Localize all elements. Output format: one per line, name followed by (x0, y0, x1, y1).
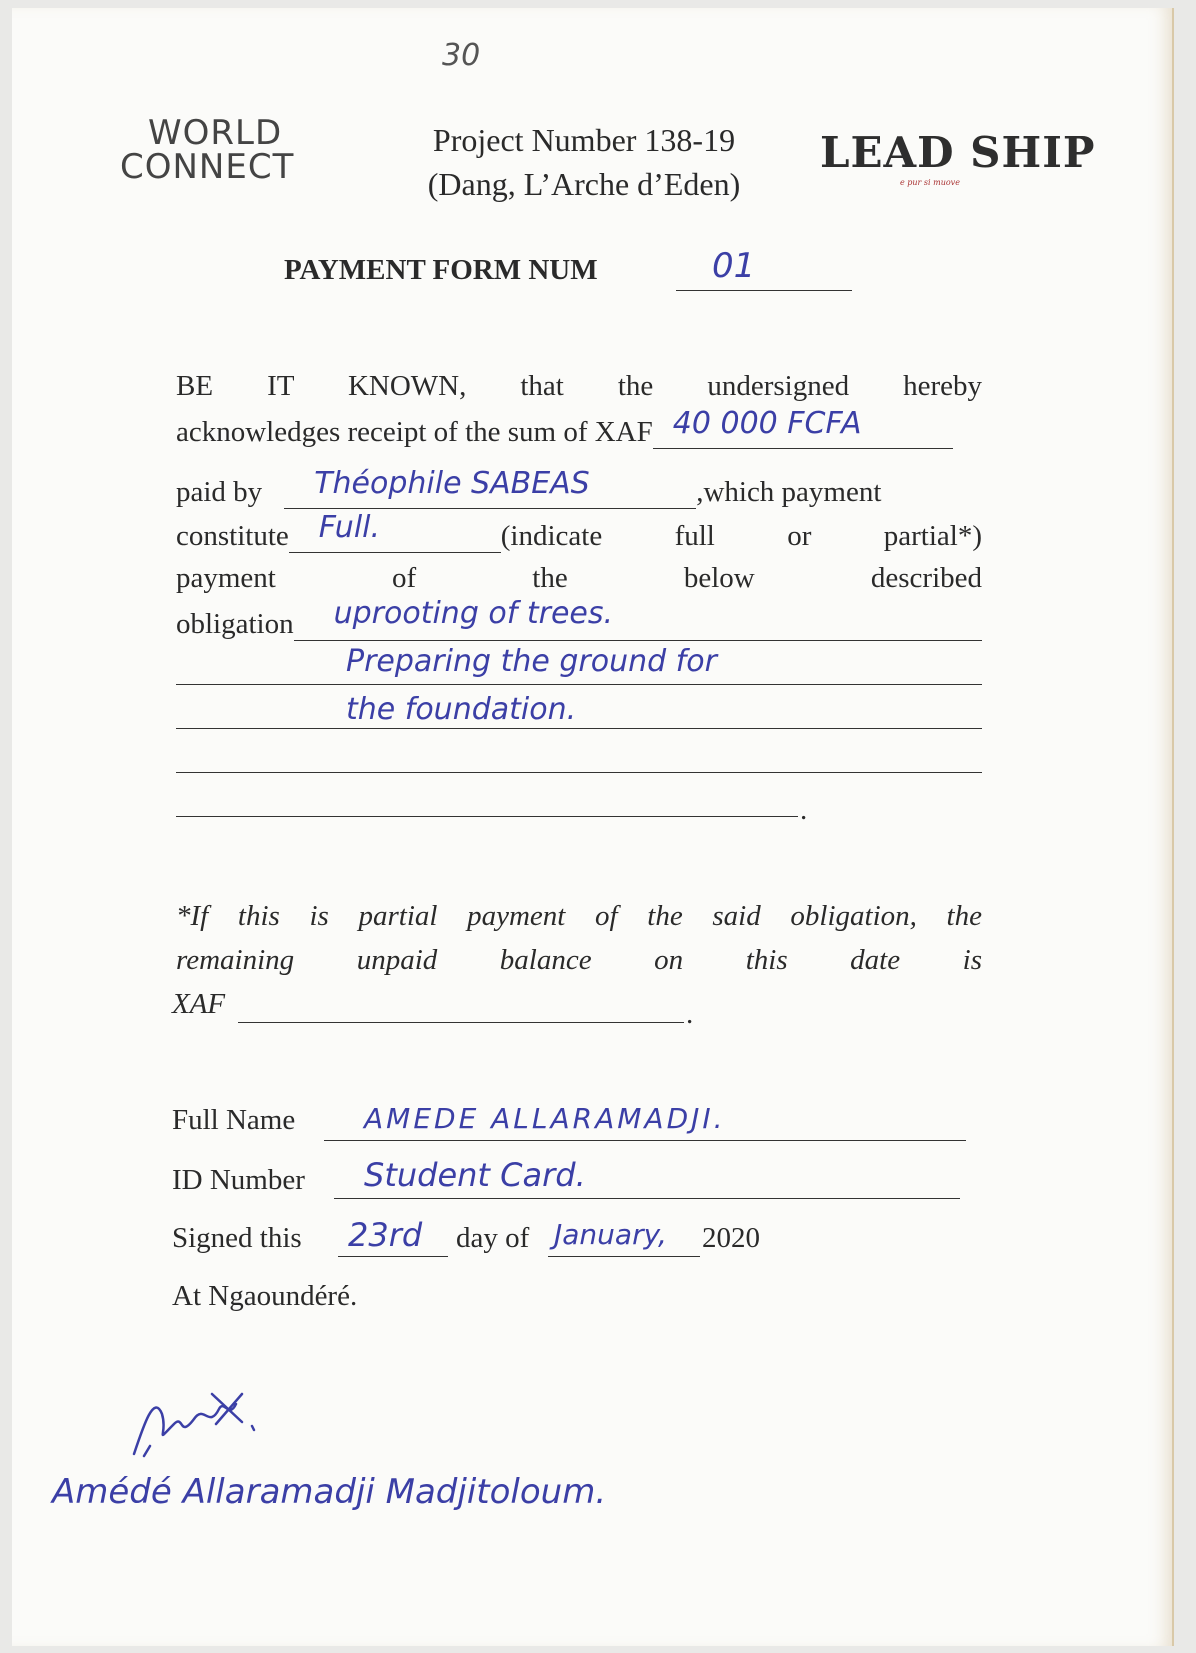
year-value: 2020 (702, 1222, 760, 1254)
id-number-line (334, 1156, 960, 1199)
obligation-line-3 (176, 692, 982, 729)
month-value: January, (554, 1218, 667, 1251)
body-line-6 (176, 596, 982, 641)
remaining-balance-line (238, 1022, 684, 1023)
obligation-text-3: the foundation. (346, 692, 577, 727)
amount-line (653, 406, 953, 449)
project-number: Project Number 138-19 (432, 122, 736, 158)
signed-this-label: Signed this (172, 1222, 302, 1254)
page-number-handwritten: 30 (442, 38, 481, 73)
body-line-4 (176, 510, 982, 553)
day-of-label: day of (456, 1222, 530, 1254)
full-name-value: AMEDE ALLARAMADJI. (364, 1102, 726, 1135)
form-title: PAYMENT FORM NUM (284, 254, 598, 286)
project-location: (Dang, L’Arche d’Eden) (427, 166, 741, 202)
place-text: At Ngaoundéré. (172, 1280, 358, 1312)
payer-line (284, 466, 696, 509)
signature-printed-name: Amédé Allaramadji Madjitoloum. (52, 1472, 607, 1512)
sum-label: acknowledges receipt of the sum of XAF (176, 416, 653, 448)
full-name-label: Full Name (172, 1104, 296, 1136)
full-name-line (324, 1102, 966, 1141)
id-number-value: Student Card. (364, 1156, 586, 1194)
which-payment-label: ,which payment (696, 476, 882, 508)
obligation-text-2: Preparing the ground for (346, 644, 717, 679)
obligation-line-4 (176, 772, 982, 773)
lead-ship-tagline: e pur si muove (900, 178, 960, 187)
partial-note-line-2: remaining unpaid balance on this date is (176, 944, 982, 976)
project-header (384, 118, 784, 206)
obligation-text-1: uprooting of trees. (333, 596, 614, 631)
indicate-note: (indicate full or partial*) (500, 520, 982, 552)
form-number: 01 (712, 246, 756, 286)
partial-note-xaf: XAF (172, 988, 226, 1020)
constitute-label: constitute (176, 520, 289, 552)
body-line-2 (176, 406, 982, 449)
world-connect-logo-line2: CONNECT (120, 147, 295, 187)
constitute-value: Full. (318, 510, 381, 545)
obligation-line-2 (176, 644, 982, 685)
body-line-5: payment of the below described (176, 562, 982, 594)
obligation-end-period: . (800, 794, 808, 826)
amount-value: 40 000 FCFA (672, 406, 862, 441)
partial-note-line-1: *If this is partial payment of the said obligation, the (176, 900, 982, 932)
body-line-3 (176, 466, 982, 509)
payment-form-page (12, 8, 1174, 1646)
handwritten-signature (124, 1384, 264, 1474)
obligation-label: obligation (176, 608, 294, 640)
id-number-label: ID Number (172, 1164, 305, 1196)
day-line (338, 1216, 448, 1257)
obligation-line-5 (176, 816, 798, 817)
day-value: 23rd (348, 1216, 423, 1254)
lead-ship-logo: LEAD SHIP (820, 128, 1096, 177)
world-connect-logo (120, 113, 295, 187)
which-payment-text (696, 476, 982, 509)
payer-name: Théophile SABEAS (314, 466, 590, 501)
body-line-1: BE IT KNOWN, that the undersigned hereby (176, 370, 982, 402)
obligation-line-1 (294, 596, 982, 641)
paid-by-label: paid by (176, 476, 263, 508)
constitute-line (289, 510, 501, 553)
month-line (548, 1218, 700, 1257)
remaining-end-period: . (686, 998, 694, 1030)
world-connect-logo-line1: WORLD (148, 113, 283, 153)
form-number-line (676, 290, 852, 291)
